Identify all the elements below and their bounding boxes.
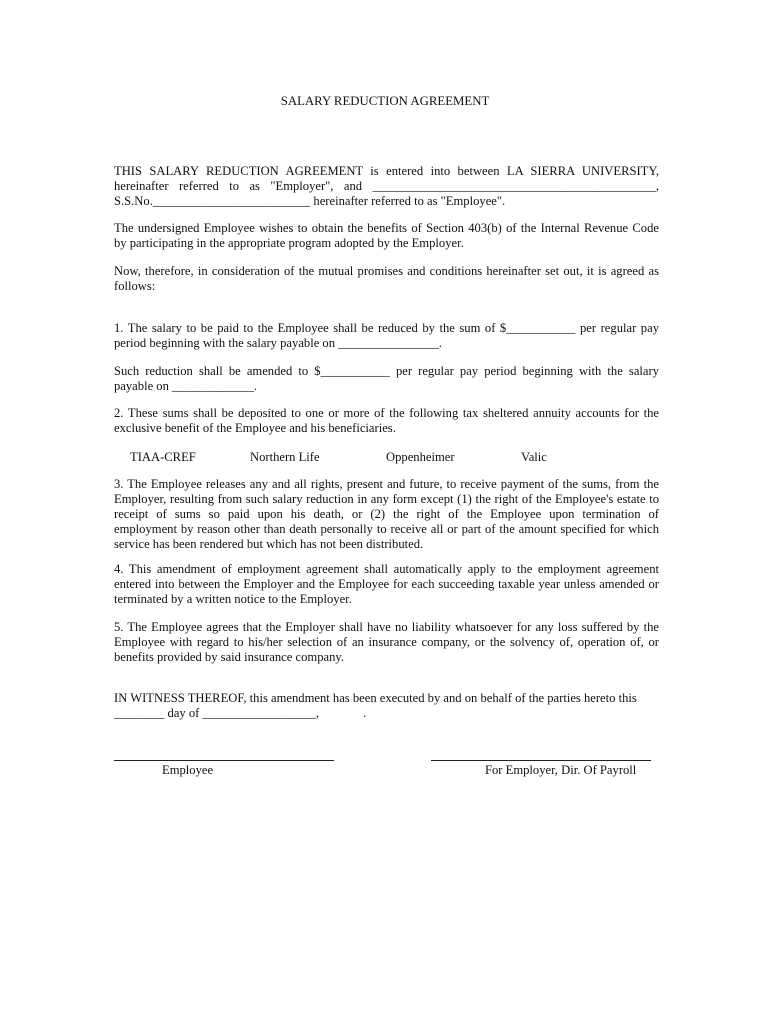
- clause-2-paragraph: [114, 406, 659, 436]
- clause-4-line-2: entered into between the Employer and the Employee for each succeeding taxable year unless amended or: [114, 577, 659, 591]
- consideration-line-2: follows:: [114, 279, 156, 293]
- clause-1-paragraph: [114, 321, 659, 351]
- witness-paragraph: [114, 691, 659, 721]
- clause-1-line-1: 1. The salary to be paid to the Employee shall be reduced by the sum of $___________ per regular pay: [114, 321, 659, 335]
- employer-signature-label: For Employer, Dir. Of Payroll: [485, 763, 637, 777]
- clause-5-line-3: benefits provided by said insurance company.: [114, 650, 345, 664]
- intro-line-3: S.S.No._________________________ hereinafter referred to as "Employee".: [114, 194, 506, 208]
- clause-5-paragraph: [114, 620, 659, 665]
- witness-line-2: ________ day of __________________, .: [114, 706, 367, 720]
- clause-3-line-1: 3. The Employee releases any and all rights, present and future, to receive payment of the sums, from the: [114, 477, 659, 491]
- document-title: SALARY REDUCTION AGREEMENT: [280, 94, 490, 108]
- clause-4-line-1: 4. This amendment of employment agreement shall automatically apply to the employment agreement: [114, 562, 659, 576]
- annuity-option-tiaa-cref: TIAA-CREF: [130, 450, 196, 464]
- purpose-line-2: by participating in the appropriate program adopted by the Employer.: [114, 236, 464, 250]
- employee-signature-line[interactable]: [114, 760, 334, 761]
- amendment-line-2: payable on _____________.: [114, 379, 258, 393]
- annuity-options: [130, 450, 650, 466]
- clause-2-line-2: exclusive benefit of the Employee and his beneficiaries.: [114, 421, 396, 435]
- consideration-line-1: Now, therefore, in consideration of the mutual promises and conditions hereinafter set out, it is agreed as: [114, 264, 659, 278]
- purpose-line-1: The undersigned Employee wishes to obtain the benefits of Section 403(b) of the Internal Revenue Code: [114, 221, 659, 235]
- clause-3-line-2: Employer, resulting from such salary reduction in any form except (1) the right of the Employee's estate to: [114, 492, 659, 506]
- clause-3-line-5: service has been rendered but which has not been distributed.: [114, 537, 424, 551]
- purpose-paragraph: [114, 221, 659, 251]
- clause-4-line-3: terminated by a written notice to the Employer.: [114, 592, 352, 606]
- intro-line-1: THIS SALARY REDUCTION AGREEMENT is entered into between LA SIERRA UNIVERSITY,: [114, 164, 659, 178]
- amendment-line-1: Such reduction shall be amended to $___________ per regular pay period beginning with the salary: [114, 364, 659, 378]
- clause-3-line-3: receipt of sums so paid upon his death, or (2) the right of the Employee upon termination of: [114, 507, 659, 521]
- annuity-option-valic: Valic: [521, 450, 547, 464]
- amendment-paragraph: [114, 364, 659, 394]
- employee-signature-label: Employee: [162, 763, 214, 777]
- clause-5-line-2: Employee with regard to his/her selection of an insurance company, or the solvency of, operation of, or: [114, 635, 659, 649]
- annuity-option-northern-life: Northern Life: [250, 450, 320, 464]
- clause-4-paragraph: [114, 562, 659, 607]
- annuity-option-oppenheimer: Oppenheimer: [386, 450, 455, 464]
- clause-5-line-1: 5. The Employee agrees that the Employer shall have no liability whatsoever for any loss suffered by the: [114, 620, 659, 634]
- consideration-paragraph: [114, 264, 659, 294]
- clause-3-line-4: employment by reason other than death personally to receive all or part of the amount specified for which: [114, 522, 659, 536]
- witness-line-1: IN WITNESS THEREOF, this amendment has been executed by and on behalf of the parties hereto this: [114, 691, 637, 705]
- intro-line-2: hereinafter referred to as "Employer", and _____________________________________________,: [114, 179, 659, 193]
- clause-3-paragraph: [114, 477, 659, 552]
- intro-paragraph: [114, 164, 659, 209]
- clause-1-line-2: period beginning with the salary payable on ________________.: [114, 336, 443, 350]
- clause-2-line-1: 2. These sums shall be deposited to one or more of the following tax sheltered annuity accounts for the: [114, 406, 659, 420]
- employer-signature-line[interactable]: [431, 760, 651, 761]
